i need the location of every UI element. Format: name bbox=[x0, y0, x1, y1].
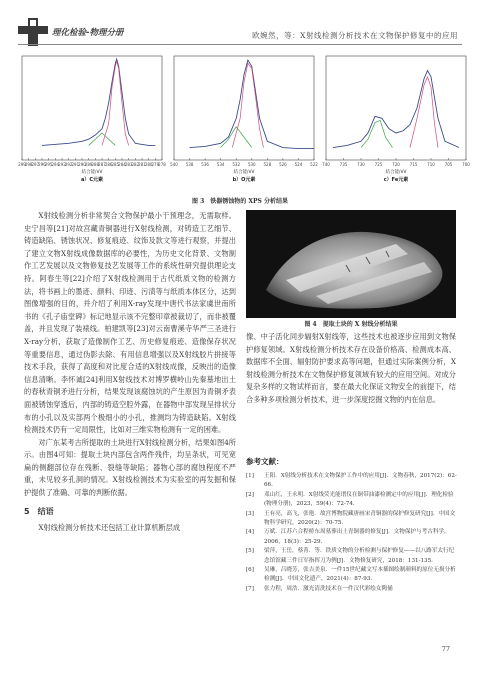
x-tick-label: 297 bbox=[31, 162, 40, 167]
reference-item: [6] 吴琳，吕晓芳，张吉美泉．一件15世纪藏文写本插图绘制颜料的原位无损分析检测[J]．中国文化遗产，2021(4)：87-93. bbox=[246, 567, 456, 583]
x-tick-label: 530 bbox=[247, 162, 256, 167]
page-number: 77 bbox=[441, 645, 450, 653]
panel-sublabel: a）C元素 bbox=[80, 177, 104, 183]
running-head: 欧婉然，等：X射线检测分析技术在文物保护修复中的应用 bbox=[252, 31, 458, 40]
x-tick-label: 540 bbox=[170, 162, 178, 167]
x-tick-label: 730 bbox=[357, 162, 365, 167]
spectrum-series-line bbox=[221, 127, 252, 148]
paragraph: 对广东某考古所提取的土块进行X射线检测分析，结果如图4所示。由图4可知：提取土块内部包含两件残件，均呈条状，可见宽扁的侧翻部位存在残断、裂缝等缺陷；器物心部的腐蚀程度不严重，未见较多孔洞的情况。X射线检测技术为实验室的再发掘和保护提供了准确、可靠的判断依据。 bbox=[24, 437, 236, 498]
x-tick-label: 280 bbox=[144, 162, 153, 167]
x-tick-label: 538 bbox=[185, 162, 194, 167]
references-title: 参考文献： bbox=[246, 457, 284, 466]
x-tick-label: 279 bbox=[151, 162, 160, 167]
figure4-caption: 图 4 提取土块的 X 射线分析结果 bbox=[304, 321, 398, 328]
left-column bbox=[24, 210, 236, 535]
x-tick-label: 295 bbox=[44, 162, 53, 167]
spectrum-series-line bbox=[232, 63, 263, 147]
x-tick-label: 281 bbox=[138, 162, 146, 167]
x-tick-label: 299 bbox=[18, 162, 26, 167]
spectrum-series-line bbox=[190, 60, 314, 148]
reference-item: [2] 邓山红，王永明．X射线荧光能谱仪在铜带油漆检测定中的应用[J]．理化检验(物理分册)，2023，59(4)：72-74. bbox=[246, 491, 454, 508]
reference-item: [4] 万斌．江苏六合程桥东周墓葬出土青铜器的修复[J]．文物保护与考古科学，2006，18(3)：25-29. bbox=[246, 529, 450, 545]
reference-item: [1] 王阳．X射线分析技术在文物保护工作中的应用[J]．文物春秋，2017(2)：62-66. bbox=[246, 473, 457, 489]
x-tick-label: 528 bbox=[263, 162, 272, 167]
journal-logo-icon bbox=[18, 18, 48, 46]
x-tick-label: 284 bbox=[118, 162, 126, 167]
references-list bbox=[246, 472, 458, 594]
reference-item: [3] 王有亮，高飞，张艳．故宫博物院藏唐画宋青铜器的保护修复研究[J]．中国文物科学研究，2020(2)：70-75. bbox=[246, 510, 456, 527]
x-tick-label: 287 bbox=[98, 162, 106, 167]
x-tick-label: 293 bbox=[58, 162, 66, 167]
x-tick-label: 283 bbox=[124, 162, 133, 167]
journal-name: 理化检验-物理分册 bbox=[52, 28, 124, 38]
x-axis-label: 结合能/eV bbox=[233, 170, 255, 175]
x-tick-label: 720 bbox=[392, 162, 400, 167]
x-tick-label: 289 bbox=[84, 162, 93, 167]
spectrum-series-line bbox=[361, 120, 393, 147]
figure4-xray-image bbox=[246, 210, 456, 318]
spectrum-series-line bbox=[89, 133, 116, 145]
right-column bbox=[246, 331, 456, 407]
spectrum-series-line bbox=[42, 59, 155, 145]
x-tick-label: 532 bbox=[232, 162, 241, 167]
x-tick-label: 292 bbox=[64, 162, 73, 167]
x-tick-label: 536 bbox=[201, 162, 209, 167]
plot-frame bbox=[174, 56, 314, 160]
x-tick-label: 524 bbox=[294, 162, 303, 167]
section5-heading: 5 结语 bbox=[24, 506, 54, 516]
x-tick-label: 735 bbox=[339, 162, 348, 167]
x-tick-label: 715 bbox=[409, 162, 418, 167]
x-tick-label: 740 bbox=[322, 162, 330, 167]
paragraph: X射线检测分析非常契合文物保护最小干预理念，无需取样。史宁昌等[21]对故宫藏青铜器进行X射线检测，对铸造工艺细节、铸造缺陷、锈蚀状况、修复痕迹、纹饰及款文等进行观察，并提出了建立文物X射线成像数据库的必要性，为历史文化背景、文物制作工艺发展以及文物修复技艺发展等工作的系统性研究提供理论支持。阿春生等[22]介绍了X射线检测用于古代纸质文物的检测方法，将书画上的墨迹、颜料、印迹、污渍等与纸质本体区分，达到图像增强的目的，并介绍了利用X-ray发现中唐代书法家虞世南所书的《孔子庙堂碑》标记地显示该不完整印章被裁切了，而非被覆盖，并且发现了装裱线。柏建凯等[23]对云南曹溪寺华严三圣进行X-ray分析，获取了造像制作工艺、历史修复痕迹、造像保存状况等重要信息，通过伪影去除、有用信息增强以及X射线胶片拼接等技术手段，获得了高度和对比度合适的X射线成像，反映出的造像信息清晰。李怀诚[24]利用X射线技术对博罗横岭山先秦墓地出土的春秋青铜矛进行分析，结果发现该腐蚀坑的产生原因为青铜矛表面被锈蚀穿透后，内部的铸造空腔外露，在器物中部发现呈排状分布的小孔以及实部两个极细小的小孔，推测均为铸造缺陷。X射线检测技术仍有一定局限性，比如对三维实物检测有一定的困难。 bbox=[24, 211, 236, 435]
header-divider bbox=[18, 44, 462, 45]
x-tick-label: 700 bbox=[462, 162, 470, 167]
x-axis-label: 结合能/eV bbox=[81, 170, 103, 175]
x-tick-label: 725 bbox=[374, 162, 383, 167]
paragraph: 像、中子活化同步辐射X射线等，这些技术也被逐步应用到文物保护修复领域。X射线检测分析技术存在设备价格高、检测成本高、数据库不全面、辐射防护要求高等问题，但通过实际案例分析，X射线检测分析技术在文物保护修复领域有较大的应用空间。对成分复杂多样的文物试样而言，要在最大化保证文物安全的前提下，结合多种多项检测分析技术，进一步深度挖掘文物的内在信息。 bbox=[246, 332, 456, 404]
x-tick-label: 288 bbox=[91, 162, 100, 167]
paragraph: X射线检测分析技术还包括工业计算机断层成 bbox=[38, 523, 181, 533]
spectrum-series-line bbox=[410, 77, 438, 148]
x-tick-label: 291 bbox=[71, 162, 80, 167]
figure3-xps-charts bbox=[18, 52, 470, 192]
x-tick-label: 278 bbox=[158, 162, 166, 167]
x-axis-label: 结合能/eV bbox=[385, 170, 407, 175]
x-tick-label: 522 bbox=[310, 162, 318, 167]
figure3-caption: 图 3 铁器锈蚀物的 XPS 分析结果 bbox=[192, 198, 288, 205]
spectrum-series-line bbox=[102, 61, 129, 145]
x-tick-label: 282 bbox=[131, 162, 140, 167]
panel-sublabel: c）Fe元素 bbox=[383, 177, 409, 183]
x-tick-label: 710 bbox=[427, 162, 435, 167]
x-tick-label: 290 bbox=[78, 162, 86, 167]
plot-frame bbox=[326, 56, 466, 160]
reference-item: [5] 梁萍，王岳，蔡菁．等．铁质文物的分析检测与保护修复——以八路军太行纪念馆馆藏三件日军指挥刀为例[J]．文物修复研究，2018：131-135. bbox=[246, 548, 455, 564]
x-tick-label: 298 bbox=[24, 162, 33, 167]
reference-item: [7] 张力程，周浩．激光清洗技术在一件汉代彩绘女陶俑 bbox=[246, 585, 393, 592]
x-tick-label: 526 bbox=[279, 162, 287, 167]
spectrum-series-line bbox=[333, 71, 459, 148]
x-tick-label: 534 bbox=[216, 162, 225, 167]
x-tick-label: 705 bbox=[444, 162, 453, 167]
panel-sublabel: b）O元素 bbox=[232, 177, 256, 183]
x-tick-label: 294 bbox=[51, 162, 60, 167]
x-tick-label: 285 bbox=[111, 162, 120, 167]
x-tick-label: 296 bbox=[38, 162, 46, 167]
x-tick-label: 286 bbox=[104, 162, 113, 167]
